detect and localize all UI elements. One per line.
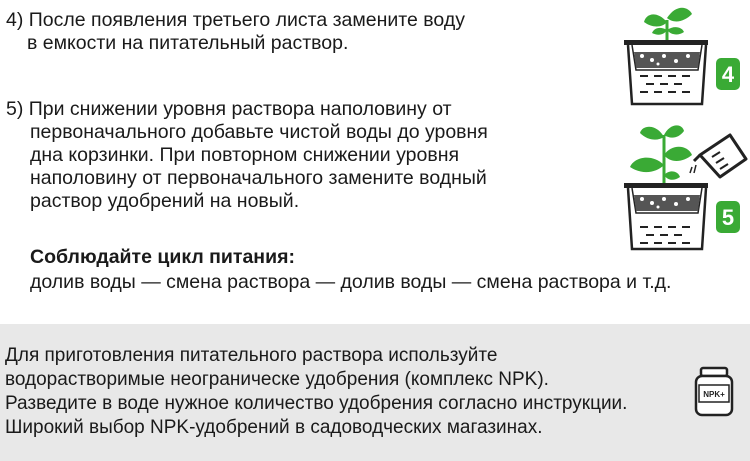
note-line-4: Широкий выбор NPK-удобрений в садоводческих магазинах. [5,417,543,438]
step-5-badge [716,201,740,233]
step-5 [6,98,488,213]
measuring-cup-icon [690,135,746,177]
container-icon [624,183,708,249]
container-icon [624,40,708,104]
fertilizer-note-text [5,344,627,440]
step-4 [6,9,465,55]
step-4-badge-number: 4 [721,62,735,87]
cycle-text: долив воды — смена раствора — долив воды — смена раствора и т.д. [30,271,672,293]
seedling-icon [644,8,692,45]
fertilizer-note [0,324,750,461]
step-4-line-2: в емкости на питательный раствор. [27,32,349,54]
step-5-line-4: наполовину от первоначального замените водный [30,167,487,189]
step-5-line-3: дна корзинки. При повторном снижении уровня [30,144,460,166]
pot-plant-refill-illustration [612,115,750,255]
step-4-badge [716,58,740,90]
plant-icon [630,125,692,185]
step-5-line-5: раствор удобрений на новый. [30,190,300,212]
note-line-3: Разведите в воде нужное количество удобрения согласно инструкции. [5,393,628,414]
note-line-2: водорастворимые неограническе удобрения (комплекс NPK). [5,369,549,390]
jar-label: NPK+ [703,390,725,399]
note-line-1: Для приготовления питательного раствора используйте [5,345,498,366]
step-4-line-1: 4) После появления третьего листа замените воду [6,9,465,31]
step-5-line-1: 5) При снижении уровня раствора наполовину от [6,98,452,120]
fertilizer-jar-icon [693,366,735,418]
step-5-line-2: первоначального добавьте чистой воды до уровня [30,121,488,143]
nutrition-cycle [30,245,671,295]
step-5-badge-number: 5 [721,205,735,230]
pot-seedling-illustration [612,0,742,112]
cycle-title: Соблюдайте цикл питания: [30,246,295,268]
